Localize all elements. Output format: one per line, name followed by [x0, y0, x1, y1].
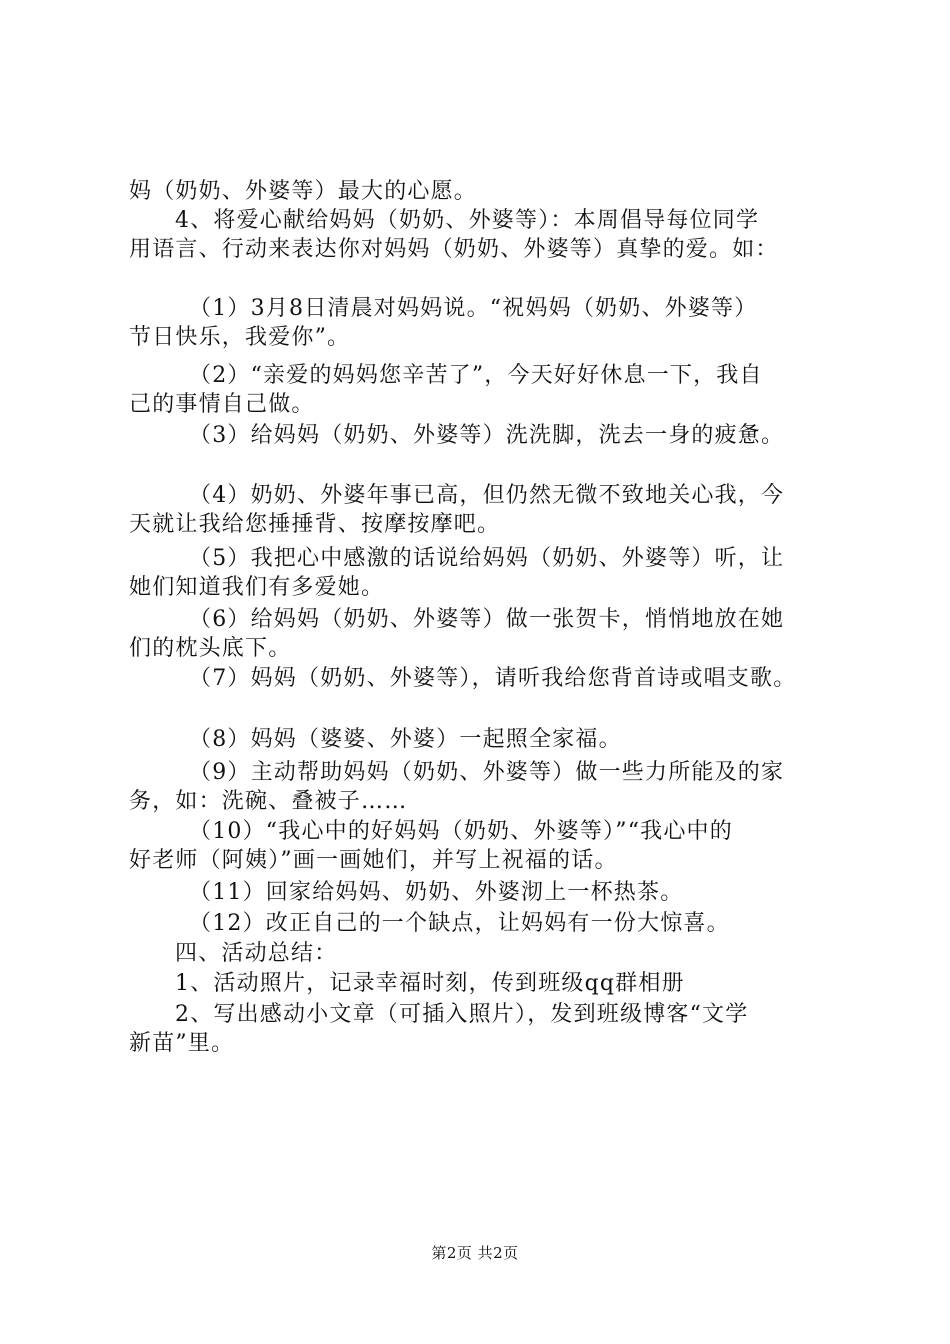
body-line: （2）“亲爱的妈妈您辛苦了”，今天好好休息一下，我自: [189, 363, 763, 388]
page-footer: 第2页 共2页: [431, 1244, 519, 1262]
body-line: （6）给妈妈（奶奶、外婆等）做一张贺卡，悄悄地放在她: [189, 607, 785, 632]
body-line: 好老师（阿姨）”画一画她们，并写上祝福的话。: [129, 848, 618, 873]
body-line: （1）3月8日清晨对妈妈说。“祝妈妈（奶奶、外婆等）: [189, 296, 758, 321]
body-line: 她们知道我们有多爱她。: [129, 575, 385, 600]
body-line: 2、写出感动小文章（可插入照片），发到班级博客“文学: [175, 1002, 749, 1027]
body-line: （5）我把心中感激的话说给妈妈（奶奶、外婆等）听，让: [189, 546, 785, 571]
body-line: （3）给妈妈（奶奶、外婆等）洗洗脚，洗去一身的疲惫。: [189, 423, 785, 448]
body-line: （4）奶奶、外婆年事已高，但仍然无微不致地关心我，今: [189, 483, 785, 508]
body-line: 妈（奶奶、外婆等）最大的心愿。: [129, 179, 478, 204]
body-line: 1、活动照片，记录幸福时刻，传到班级qq群相册: [175, 971, 685, 996]
body-line: （8）妈妈（婆婆、外婆）一起照全家福。: [189, 727, 622, 752]
body-line: （12）改正自己的一个缺点，让妈妈有一份大惊喜。: [189, 911, 730, 936]
body-line: 天就让我给您捶捶背、按摩按摩吧。: [129, 512, 501, 537]
body-line: 节日快乐，我爱你”。: [129, 325, 351, 350]
body-line: 新苗”里。: [129, 1031, 235, 1056]
body-line: （7）妈妈（奶奶、外婆等），请听我给您背首诗或唱支歌。: [189, 666, 797, 691]
body-line: （9）主动帮助妈妈（奶奶、外婆等）做一些力所能及的家: [189, 760, 785, 785]
body-line: （11）回家给妈妈、奶奶、外婆沏上一杯热茶。: [189, 880, 684, 905]
section-heading: 四、活动总结：: [175, 941, 338, 966]
body-line: 己的事情自己做。: [129, 392, 315, 417]
body-line: 4、将爱心献给妈妈（奶奶、外婆等）：本周倡导每位同学: [175, 208, 760, 233]
body-line: 务，如：洗碗、叠被子……: [129, 789, 408, 814]
body-line: 用语言、行动来表达你对妈妈（奶奶、外婆等）真挚的爱。如：: [129, 237, 779, 262]
body-line: （10）“我心中的好妈妈（奶奶、外婆等）”“我心中的: [189, 819, 733, 844]
body-line: 们的枕头底下。: [129, 636, 292, 661]
